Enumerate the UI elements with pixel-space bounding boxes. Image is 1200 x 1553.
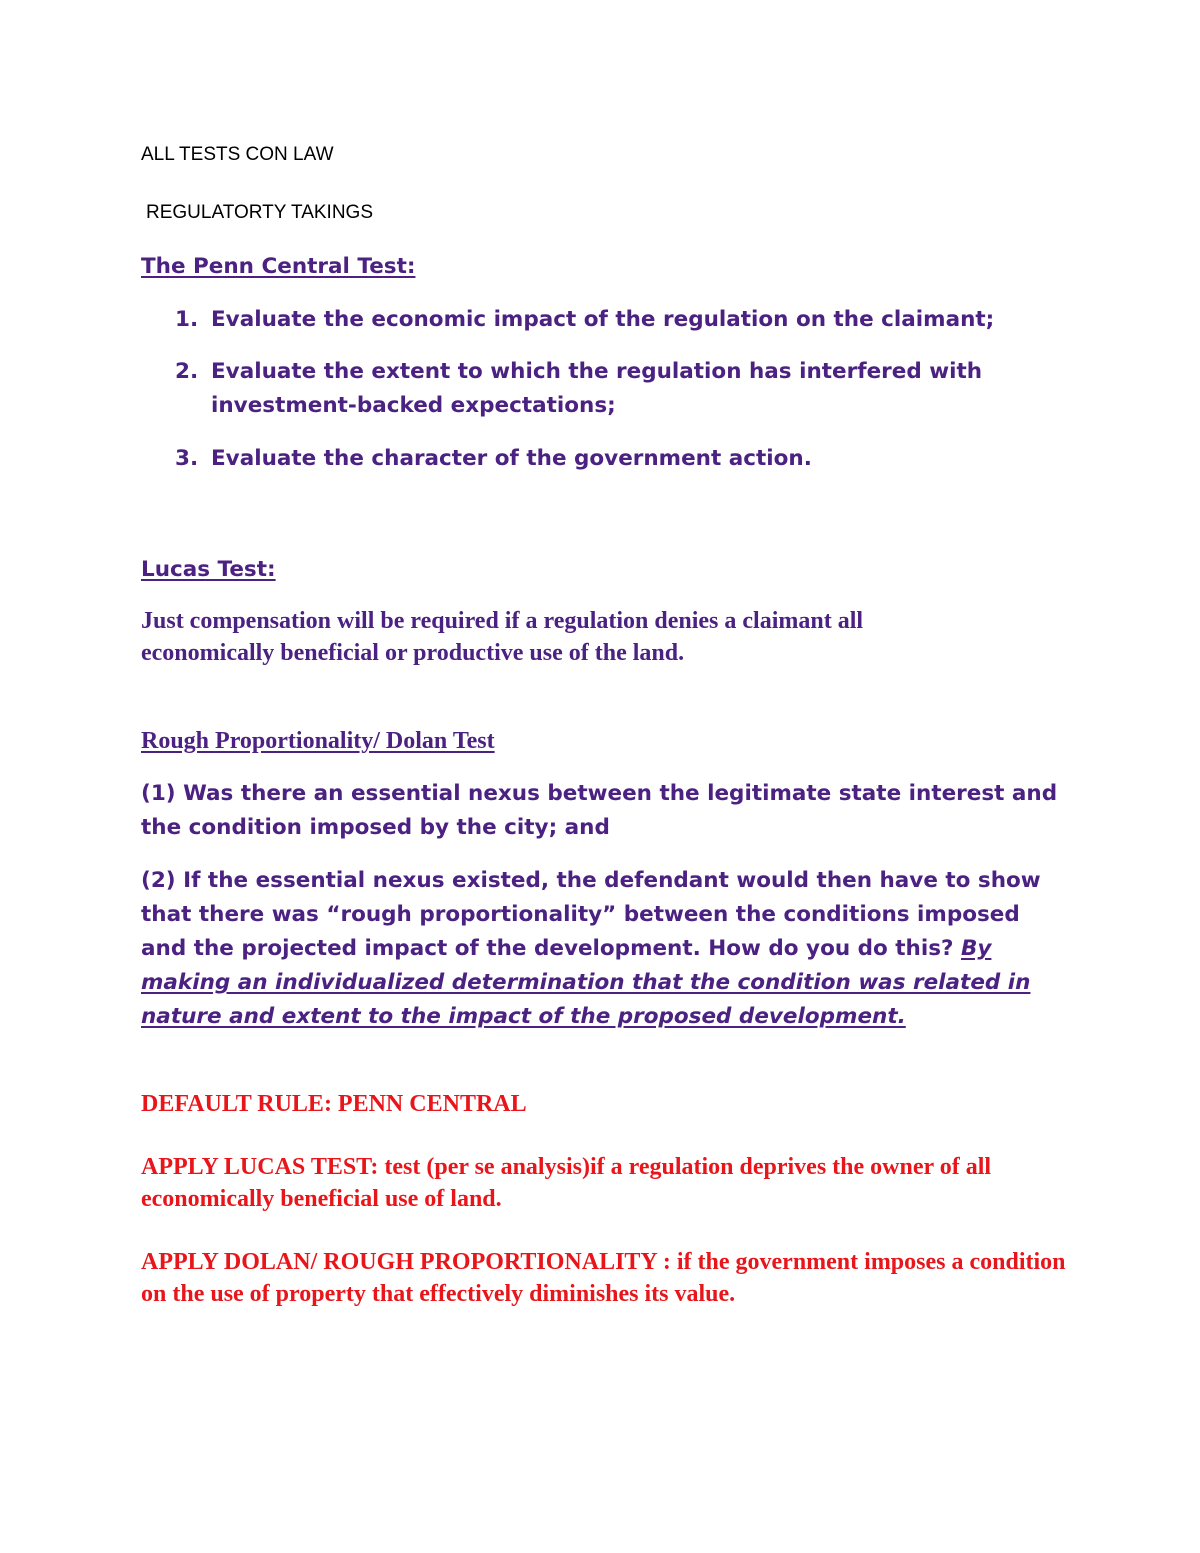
apply-dolan-text: if the government imposes a condition on the use of property that effectively diminishes its value. <box>141 1249 1066 1307</box>
penn-central-heading: The Penn Central Test: <box>141 254 416 279</box>
lucas-text: Just compensation will be required if a regulation denies a claimant all economically beneficial or productive use of the land. <box>141 608 864 666</box>
dolan-point-2-emphasis: By making an individualized determination that the condition was related in nature and extent to the impact of the proposed development. <box>141 936 1031 1029</box>
lucas-heading: Lucas Test: <box>141 557 276 582</box>
dolan-point-2-text: (2) If the essential nexus existed, the defendant would then have to show that there was “rough proportionality” between the conditions imposed and the projected impact of the development. How do you do this? <box>141 868 1041 961</box>
list-item <box>141 303 1011 337</box>
document-subtitle: REGULATORTY TAKINGS <box>146 202 374 223</box>
list-number: 1. <box>175 307 199 332</box>
list-item <box>141 442 1011 476</box>
list-number: 3. <box>175 446 199 471</box>
list-number: 2. <box>175 359 199 384</box>
apply-dolan <box>141 1246 1076 1310</box>
dolan-heading: Rough Proportionality/ Dolan Test <box>141 728 495 754</box>
dolan-point-2 <box>141 864 1061 1034</box>
default-rule: DEFAULT RULE: PENN CENTRAL <box>141 1091 527 1117</box>
list-item <box>141 355 1011 423</box>
apply-lucas-label: APPLY LUCAS TEST: <box>141 1154 379 1180</box>
list-item-text: Evaluate the character of the government action. <box>211 446 812 471</box>
apply-lucas-text: test (per se analysis)if a regulation deprives the owner of all economically beneficial use of land. <box>141 1154 992 1212</box>
document-title: ALL TESTS CON LAW <box>141 144 334 165</box>
penn-central-list <box>141 303 1081 476</box>
list-item-text: Evaluate the extent to which the regulation has interfered with investment-backed expectations; <box>211 359 983 418</box>
apply-dolan-label: APPLY DOLAN/ ROUGH PROPORTIONALITY : <box>141 1249 671 1275</box>
dolan-point-1: (1) Was there an essential nexus between the legitimate state interest and the condition imposed by the city; and <box>141 781 1058 840</box>
list-item-text: Evaluate the economic impact of the regulation on the claimant; <box>211 307 995 332</box>
apply-lucas <box>141 1151 1071 1215</box>
